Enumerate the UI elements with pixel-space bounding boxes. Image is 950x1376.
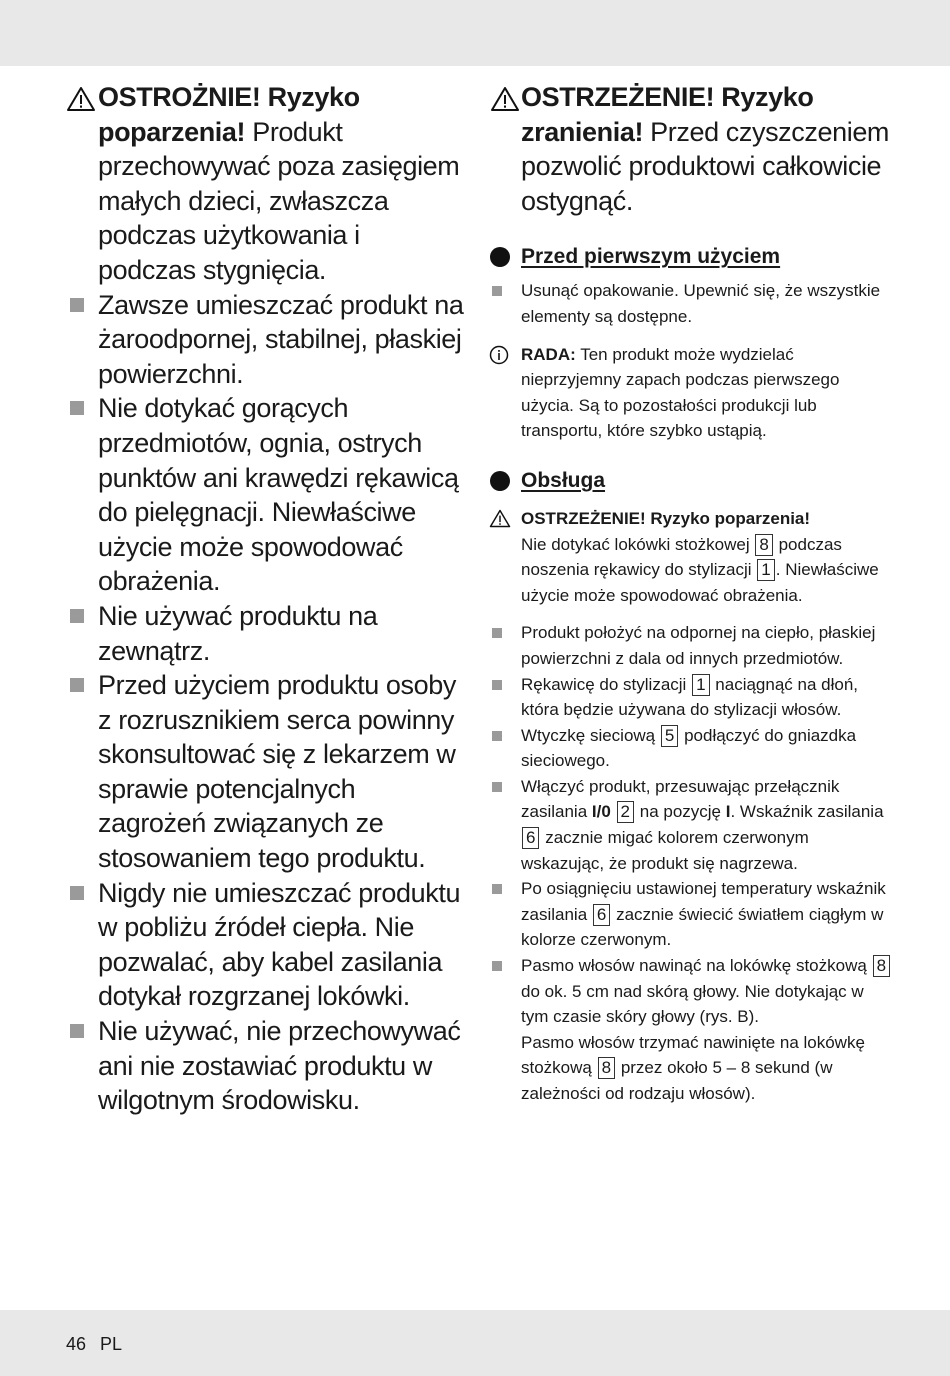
list-item-text: Nie używać produktu na zewnątrz.: [98, 600, 378, 666]
bullet-dot-icon: [490, 247, 510, 267]
section-heading-operation: Obsługa: [488, 468, 893, 494]
page-footer: [66, 1334, 136, 1355]
info-icon: [489, 345, 509, 365]
operation-warning-block: OSTRZEŻENIE! Ryzyko poparzenia! Nie dotykać lokówki stożkowej 8 podczas noszenia rękawicy do stylizacji 1 . Niewłaściwe użycie może spowodować obrażenia.: [488, 506, 893, 608]
list-item: [64, 391, 464, 599]
warning-triangle-icon: [490, 86, 520, 112]
square-bullet-icon: [70, 401, 84, 415]
list-item-text: Zawsze umieszczać produkt na żaroodpornej, stabilnej, płaskiej powierzchni.: [98, 289, 464, 389]
square-bullet-icon: [492, 731, 502, 741]
caution-text: Produkt przechowywać poza zasięgiem małych dzieci, zwłaszcza podczas użytkowania i podczas stygnięcia.: [98, 116, 460, 285]
list-item: Rękawicę do stylizacji 1 naciągnąć na dłoń, która będzie używana do stylizacji włosów.: [488, 672, 893, 723]
section-heading-first-use: Przed pierwszym użyciem: [488, 244, 893, 270]
bullet-dot-icon: [490, 471, 510, 491]
footer-band: [0, 1310, 950, 1376]
list-item-text: Przed użyciem produktu osoby z rozrusznikiem serca powinny skonsultować się z lekarzem w sprawie potencjalnych zagrożeń związanych ze stosowaniem tego produktu.: [98, 670, 456, 874]
tip-block: RADA: Ten produkt może wydzielać nieprzyjemny zapach podczas pierwszego użycia. Są to pozostałości produkcji lub transportu, które szybko ustąpią.: [488, 342, 893, 444]
list-item-text: Nie używać, nie przechowywać ani nie zostawiać produktu w wilgotnym środowisku.: [98, 1016, 461, 1116]
square-bullet-icon: [492, 884, 502, 894]
square-bullet-icon: [70, 678, 84, 692]
list-item: [64, 288, 464, 392]
ref-number: 8: [755, 534, 772, 556]
square-bullet-icon: [492, 782, 502, 792]
list-item: Produkt położyć na odpornej na ciepło, płaskiej powierzchni z dala od innych przedmiotów.: [488, 620, 893, 671]
ref-number: 1: [692, 674, 709, 696]
list-item: [64, 599, 464, 668]
square-bullet-icon: [492, 961, 502, 971]
warning-heading: OSTRZEŻENIE! Ryzyko zranienia!: [521, 82, 814, 147]
ref-number: 5: [661, 725, 678, 747]
square-bullet-icon: [70, 886, 84, 900]
caution-burn-block: [64, 80, 464, 288]
warning-injury-block: [488, 80, 893, 218]
square-bullet-icon: [70, 298, 84, 312]
page-number: 46: [66, 1334, 87, 1354]
ref-number: 6: [593, 904, 610, 926]
square-bullet-icon: [492, 628, 502, 638]
warning-text: Przed czyszczeniem pozwolić produktowi całkowicie ostygnąć.: [521, 116, 890, 216]
warning-triangle-icon: [489, 509, 511, 528]
list-item-text: Nigdy nie umieszczać produktu w pobliżu źródeł ciepła. Nie pozwalać, aby kabel zasilania dotykał rozgrzanej lokówki.: [98, 877, 461, 1012]
list-item: [64, 668, 464, 876]
ref-number: 1: [757, 559, 774, 581]
ref-number: 6: [522, 827, 539, 849]
list-item: Pasmo włosów nawinąć na lokówkę stożkową 8 do ok. 5 cm nad skórą głowy. Nie dotykając w tym czasie skóry głowy (rys. B). Pasmo włosów trzymać nawinięte na lokówkę stożkową 8 przez około 5 – 8 sekund (w zależności od rodzaju włosów).: [488, 953, 893, 1107]
list-item: Wtyczkę sieciową 5 podłączyć do gniazdka sieciowego.: [488, 723, 893, 774]
list-item: Po osiągnięciu ustawionej temperatury wskaźnik zasilania 6 zacznie świecić światłem ciągłym w kolorze czerwonym.: [488, 876, 893, 953]
list-item: [64, 876, 464, 1014]
header-band: [0, 0, 950, 66]
square-bullet-icon: [70, 609, 84, 623]
ref-number: 2: [617, 801, 634, 823]
ref-number: 8: [873, 955, 890, 977]
list-item: [64, 1014, 464, 1118]
list-item: Usunąć opakowanie. Upewnić się, że wszystkie elementy są dostępne.: [488, 278, 893, 329]
square-bullet-icon: [492, 286, 502, 296]
left-column: [64, 80, 464, 1118]
list-item: Włączyć produkt, przesuwając przełącznik zasilania I/0 2 na pozycję I. Wskaźnik zasilania 6 zacznie migać kolorem czerwonym wskazując, że produkt się nagrzewa.: [488, 774, 893, 876]
square-bullet-icon: [492, 680, 502, 690]
right-column: [488, 80, 893, 1107]
warning-triangle-icon: [66, 86, 96, 112]
square-bullet-icon: [70, 1024, 84, 1038]
ref-number: 8: [598, 1057, 615, 1079]
list-item-text: Nie dotykać gorących przedmiotów, ognia, ostrych punktów ani krawędzi rękawicą do pielęgnacji. Niewłaściwe użycie może spowodować obrażenia.: [98, 393, 459, 597]
caution-heading: OSTROŻNIE! Ryzyko poparzenia!: [98, 82, 360, 147]
language-code: PL: [100, 1334, 123, 1354]
